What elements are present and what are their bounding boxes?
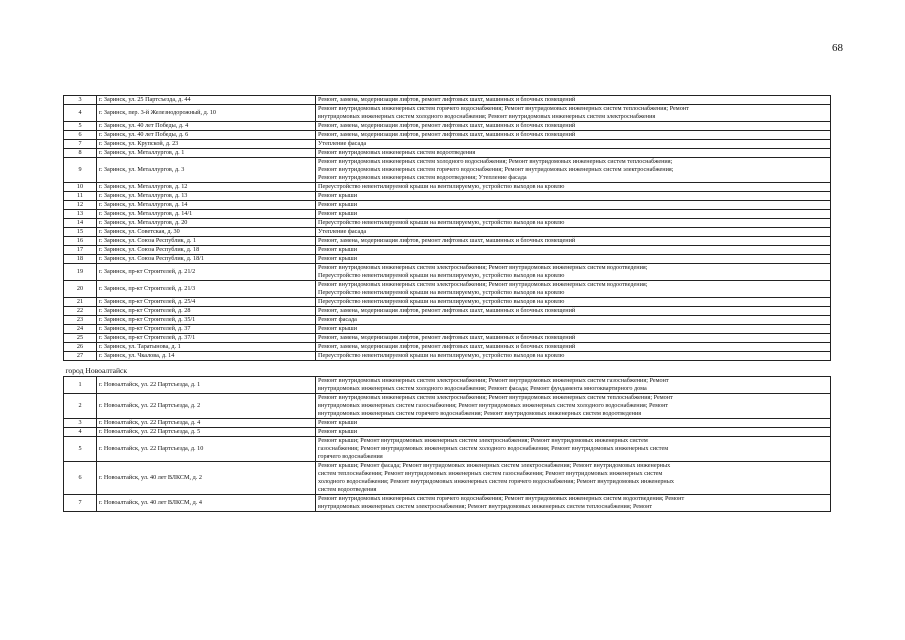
works-cell <box>316 428 831 437</box>
table-row <box>64 462 831 495</box>
table-row <box>64 437 831 462</box>
works-cell <box>316 210 831 219</box>
table-row <box>64 428 831 437</box>
table-row <box>64 343 831 352</box>
works-line: Переустройство невентилируемой крыши на вентилируемую, устройство выходов на кровлю <box>318 272 565 279</box>
works-line: Ремонт, замена, модернизация лифтов, ремонт лифтовых шахт, машинных и блочных помещений <box>318 131 576 138</box>
table-row <box>64 122 831 131</box>
works-line: Ремонт, замена, модернизация лифтов, ремонт лифтовых шахт, машинных и блочных помещений <box>318 307 576 314</box>
works-line: Ремонт крыши <box>318 201 358 208</box>
table-row <box>64 325 831 334</box>
table-row <box>64 394 831 419</box>
row-number: 13 <box>64 210 97 219</box>
address-cell: г. Заринск, ул. Союза Республик, д. 1 <box>97 237 316 246</box>
table-row <box>64 131 831 140</box>
works-line: Утепление фасада <box>318 228 367 235</box>
address-cell: г. Заринск, ул. Металлургов, д. 14 <box>97 201 316 210</box>
works-line: Переустройство невентилируемой крыши на вентилируемую, устройство выходов на кровлю <box>318 219 565 226</box>
address-cell: г. Новоалтайск, ул. 22 Партсъезда, д. 4 <box>97 419 316 428</box>
address-cell: г. Заринск, ул. Металлургов, д. 12 <box>97 183 316 192</box>
row-number: 27 <box>64 352 97 361</box>
works-line: систем теплоснабжения; Ремонт внутридомовых инженерных систем газоснабжения; Ремонт внутридомовых инженерных систем <box>318 470 663 477</box>
address-cell: г. Заринск, ул. 40 лет Победы, д. 6 <box>97 131 316 140</box>
address-cell: г. Заринск, пр-кт Строителей, д. 21/2 <box>97 264 316 281</box>
address-cell: г. Новоалтайск, ул. 40 лет ВЛКСМ, д. 2 <box>97 462 316 495</box>
works-cell <box>316 352 831 361</box>
works-line: внутридомовых инженерных систем горячего водоснабжения; Ремонт внутридомовых инженерных систем водоотведения <box>318 410 642 417</box>
address-cell: г. Заринск, пр-кт Строителей, д. 25/4 <box>97 298 316 307</box>
works-cell <box>316 495 831 512</box>
row-number: 4 <box>64 428 97 437</box>
works-cell <box>316 96 831 105</box>
table-row <box>64 183 831 192</box>
table-row <box>64 140 831 149</box>
address-cell: г. Заринск, ул. Металлургов, д. 3 <box>97 158 316 183</box>
table-row <box>64 105 831 122</box>
works-line: Переустройство невентилируемой крыши на вентилируемую, устройство выходов на кровлю <box>318 298 565 305</box>
row-number: 8 <box>64 149 97 158</box>
address-cell: г. Заринск, пр-кт Строителей, д. 21/3 <box>97 281 316 298</box>
table-row <box>64 96 831 105</box>
row-number: 5 <box>64 437 97 462</box>
row-number: 10 <box>64 183 97 192</box>
address-cell: г. Заринск, ул. Союза Республик, д. 18/1 <box>97 255 316 264</box>
works-line: Ремонт крыши; Ремонт фасада; Ремонт внутридомовых инженерных систем электроснабжения; Ремонт внутридомовых инженерных <box>318 462 671 469</box>
table-row <box>64 219 831 228</box>
works-cell <box>316 237 831 246</box>
works-line: Ремонт крыши; Ремонт внутридомовых инженерных систем электроснабжения; Ремонт внутридомовых инженерных систем <box>318 437 648 444</box>
works-cell <box>316 183 831 192</box>
works-line: Ремонт внутридомовых инженерных систем водоотведения; Утепление фасада <box>318 174 527 181</box>
section-heading-row <box>64 363 831 377</box>
works-line: Переустройство невентилируемой крыши на вентилируемую, устройство выходов на кровлю <box>318 289 565 296</box>
address-cell: г. Заринск, ул. Металлургов, д. 20 <box>97 219 316 228</box>
works-cell <box>316 201 831 210</box>
address-cell: г. Заринск, ул. 25 Партсъезда, д. 44 <box>97 96 316 105</box>
address-cell: г. Заринск, ул. Крупской, д. 23 <box>97 140 316 149</box>
address-cell: г. Заринск, ул. Таратынова, д. 1 <box>97 343 316 352</box>
works-cell <box>316 105 831 122</box>
works-cell <box>316 298 831 307</box>
works-line: холодного водоснабжения; Ремонт внутридомовых инженерных систем горячего водоснабжения; Ремонт внутридомовых инженерных <box>318 478 674 485</box>
works-line: Переустройство невентилируемой крыши на вентилируемую, устройство выходов на кровлю <box>318 352 565 359</box>
table-row <box>64 201 831 210</box>
works-line: Ремонт внутридомовых инженерных систем электроснабжения; Ремонт внутридомовых инженерных систем теплоснабжения; Ремонт <box>318 394 673 401</box>
works-line: Ремонт крыши <box>318 255 358 262</box>
address-cell: г. Заринск, ул. Металлургов, д. 13 <box>97 192 316 201</box>
works-line: Ремонт внутридомовых инженерных систем электроснабжения; Ремонт внутридомовых инженерных систем водоотведения; <box>318 264 648 271</box>
works-cell <box>316 394 831 419</box>
address-cell: г. Заринск, пр-кт Строителей, д. 37/1 <box>97 334 316 343</box>
address-cell: г. Заринск, ул. 40 лет Победы, д. 4 <box>97 122 316 131</box>
address-cell: г. Новоалтайск, ул. 40 лет ВЛКСМ, д. 4 <box>97 495 316 512</box>
works-line: систем водоотведения <box>318 486 377 493</box>
row-number: 20 <box>64 281 97 298</box>
works-cell <box>316 246 831 255</box>
row-number: 9 <box>64 158 97 183</box>
works-cell <box>316 377 831 394</box>
works-line: внутридомовых инженерных систем газоснабжения; Ремонт внутридомовых инженерных систем холодного водоснабжения; Ремонт <box>318 402 669 409</box>
address-cell: г. Заринск, ул. Чкалова, д. 14 <box>97 352 316 361</box>
table-row <box>64 246 831 255</box>
works-line: Утепление фасада <box>318 140 367 147</box>
works-cell <box>316 158 831 183</box>
row-number: 1 <box>64 377 97 394</box>
row-number: 25 <box>64 334 97 343</box>
table-row <box>64 210 831 219</box>
works-line: Ремонт крыши <box>318 428 358 435</box>
works-cell <box>316 255 831 264</box>
works-cell <box>316 462 831 495</box>
row-number: 15 <box>64 228 97 237</box>
row-number: 16 <box>64 237 97 246</box>
works-line: Ремонт, замена, модернизация лифтов, ремонт лифтовых шахт, машинных и блочных помещений <box>318 343 576 350</box>
works-cell <box>316 343 831 352</box>
address-cell: г. Заринск, ул. Металлургов, д. 14/1 <box>97 210 316 219</box>
address-cell: г. Новоалтайск, ул. 22 Партсъезда, д. 2 <box>97 394 316 419</box>
works-line: Ремонт, замена, модернизация лифтов, ремонт лифтовых шахт, машинных и блочных помещений <box>318 334 576 341</box>
table-row <box>64 255 831 264</box>
row-number: 11 <box>64 192 97 201</box>
table-row <box>64 334 831 343</box>
row-number: 12 <box>64 201 97 210</box>
works-line: Ремонт внутридомовых инженерных систем электроснабжения; Ремонт внутридомовых инженерных систем газоснабжения; Ремонт <box>318 377 669 384</box>
works-cell <box>316 192 831 201</box>
works-line: Ремонт, замена, модернизация лифтов, ремонт лифтовых шахт, машинных и блочных помещений <box>318 122 576 129</box>
address-cell: г. Заринск, ул. Советская, д. 30 <box>97 228 316 237</box>
works-line: Ремонт крыши <box>318 192 358 199</box>
works-line: Ремонт, замена, модернизация лифтов, ремонт лифтовых шахт, машинных и блочных помещений <box>318 237 576 244</box>
section-heading: город Новоалтайск <box>64 363 831 377</box>
table-row <box>64 228 831 237</box>
works-cell <box>316 122 831 131</box>
address-cell: г. Новоалтайск, ул. 22 Партсъезда, д. 1 <box>97 377 316 394</box>
page-number: 68 <box>832 42 843 54</box>
works-line: Ремонт внутридомовых инженерных систем электроснабжения; Ремонт внутридомовых инженерных систем водоотведения; <box>318 281 648 288</box>
row-number: 5 <box>64 122 97 131</box>
works-cell <box>316 419 831 428</box>
works-line: внутридомовых инженерных систем электроснабжения; Ремонт внутридомовых инженерных систем теплоснабжения; Ремонт <box>318 503 653 510</box>
table-row <box>64 281 831 298</box>
row-number: 22 <box>64 307 97 316</box>
address-cell: г. Заринск, ул. Металлургов, д. 1 <box>97 149 316 158</box>
works-cell <box>316 228 831 237</box>
works-line: Ремонт внутридомовых инженерных систем водоотведения <box>318 149 476 156</box>
row-number: 7 <box>64 495 97 512</box>
table-row <box>64 237 831 246</box>
row-number: 6 <box>64 131 97 140</box>
address-cell: г. Заринск, ул. Союза Республик, д. 18 <box>97 246 316 255</box>
table-row <box>64 316 831 325</box>
works-line: Ремонт крыши <box>318 246 358 253</box>
row-number: 3 <box>64 419 97 428</box>
table-row <box>64 158 831 183</box>
works-cell <box>316 264 831 281</box>
works-line: Переустройство невентилируемой крыши на вентилируемую, устройство выходов на кровлю <box>318 183 565 190</box>
works-cell <box>316 281 831 298</box>
table-row <box>64 298 831 307</box>
table-row <box>64 192 831 201</box>
works-cell <box>316 140 831 149</box>
row-number: 7 <box>64 140 97 149</box>
row-number: 14 <box>64 219 97 228</box>
address-cell: г. Новоалтайск, ул. 22 Партсъезда, д. 10 <box>97 437 316 462</box>
table-row <box>64 377 831 394</box>
works-cell <box>316 219 831 228</box>
table-row <box>64 149 831 158</box>
works-line: Ремонт внутридомовых инженерных систем горячего водоснабжения; Ремонт внутридомовых инженерных систем теплоснабжения; Ремонт <box>318 105 689 112</box>
row-number: 26 <box>64 343 97 352</box>
table-row <box>64 419 831 428</box>
row-number: 3 <box>64 96 97 105</box>
row-number: 19 <box>64 264 97 281</box>
works-cell <box>316 149 831 158</box>
address-cell: г. Новоалтайск, ул. 22 Партсъезда, д. 5 <box>97 428 316 437</box>
works-cell <box>316 131 831 140</box>
row-number: 23 <box>64 316 97 325</box>
table-row <box>64 495 831 512</box>
table-body <box>64 96 831 512</box>
works-line: Ремонт крыши <box>318 210 358 217</box>
table-row <box>64 352 831 361</box>
works-cell <box>316 334 831 343</box>
works-line: Ремонт крыши <box>318 325 358 332</box>
works-line: Ремонт крыши <box>318 419 358 426</box>
works-cell <box>316 307 831 316</box>
works-line: Ремонт внутридомовых инженерных систем горячего водоснабжения; Ремонт внутридомовых инженерных систем электроснабжения; <box>318 166 674 173</box>
row-number: 18 <box>64 255 97 264</box>
works-line: Ремонт фасада <box>318 316 357 323</box>
works-cell <box>316 437 831 462</box>
address-cell: г. Заринск, пер. 3-й Железнодорожный, д. 10 <box>97 105 316 122</box>
row-number: 6 <box>64 462 97 495</box>
works-line: внутридомовых инженерных систем холодного водоснабжения; Ремонт внутридомовых инженерных систем электроснабжения <box>318 113 656 120</box>
works-line: Ремонт, замена, модернизация лифтов, ремонт лифтовых шахт, машинных и блочных помещений <box>318 96 576 103</box>
works-line: внутридомовых инженерных систем холодного водоснабжения; Ремонт фасада; Ремонт фундамента многоквартирного дома <box>318 385 647 392</box>
address-cell: г. Заринск, пр-кт Строителей, д. 28 <box>97 307 316 316</box>
works-line: Ремонт внутридомовых инженерных систем горячего водоснабжения; Ремонт внутридомовых инженерных систем водоотведения; Ремонт <box>318 495 685 502</box>
address-cell: г. Заринск, пр-кт Строителей, д. 35/1 <box>97 316 316 325</box>
row-number: 2 <box>64 394 97 419</box>
row-number: 4 <box>64 105 97 122</box>
row-number: 21 <box>64 298 97 307</box>
row-number: 17 <box>64 246 97 255</box>
table-row <box>64 307 831 316</box>
works-cell <box>316 325 831 334</box>
table-row <box>64 264 831 281</box>
address-cell: г. Заринск, пр-кт Строителей, д. 37 <box>97 325 316 334</box>
works-line: газоснабжения; Ремонт внутридомовых инженерных систем холодного водоснабжения; Ремонт внутридомовых инженерных систем <box>318 445 669 452</box>
works-line: горячего водоснабжения <box>318 453 383 460</box>
works-cell <box>316 316 831 325</box>
repair-works-table <box>63 95 831 512</box>
row-number: 24 <box>64 325 97 334</box>
works-line: Ремонт внутридомовых инженерных систем холодного водоснабжения; Ремонт внутридомовых инженерных систем теплоснабжения; <box>318 158 673 165</box>
